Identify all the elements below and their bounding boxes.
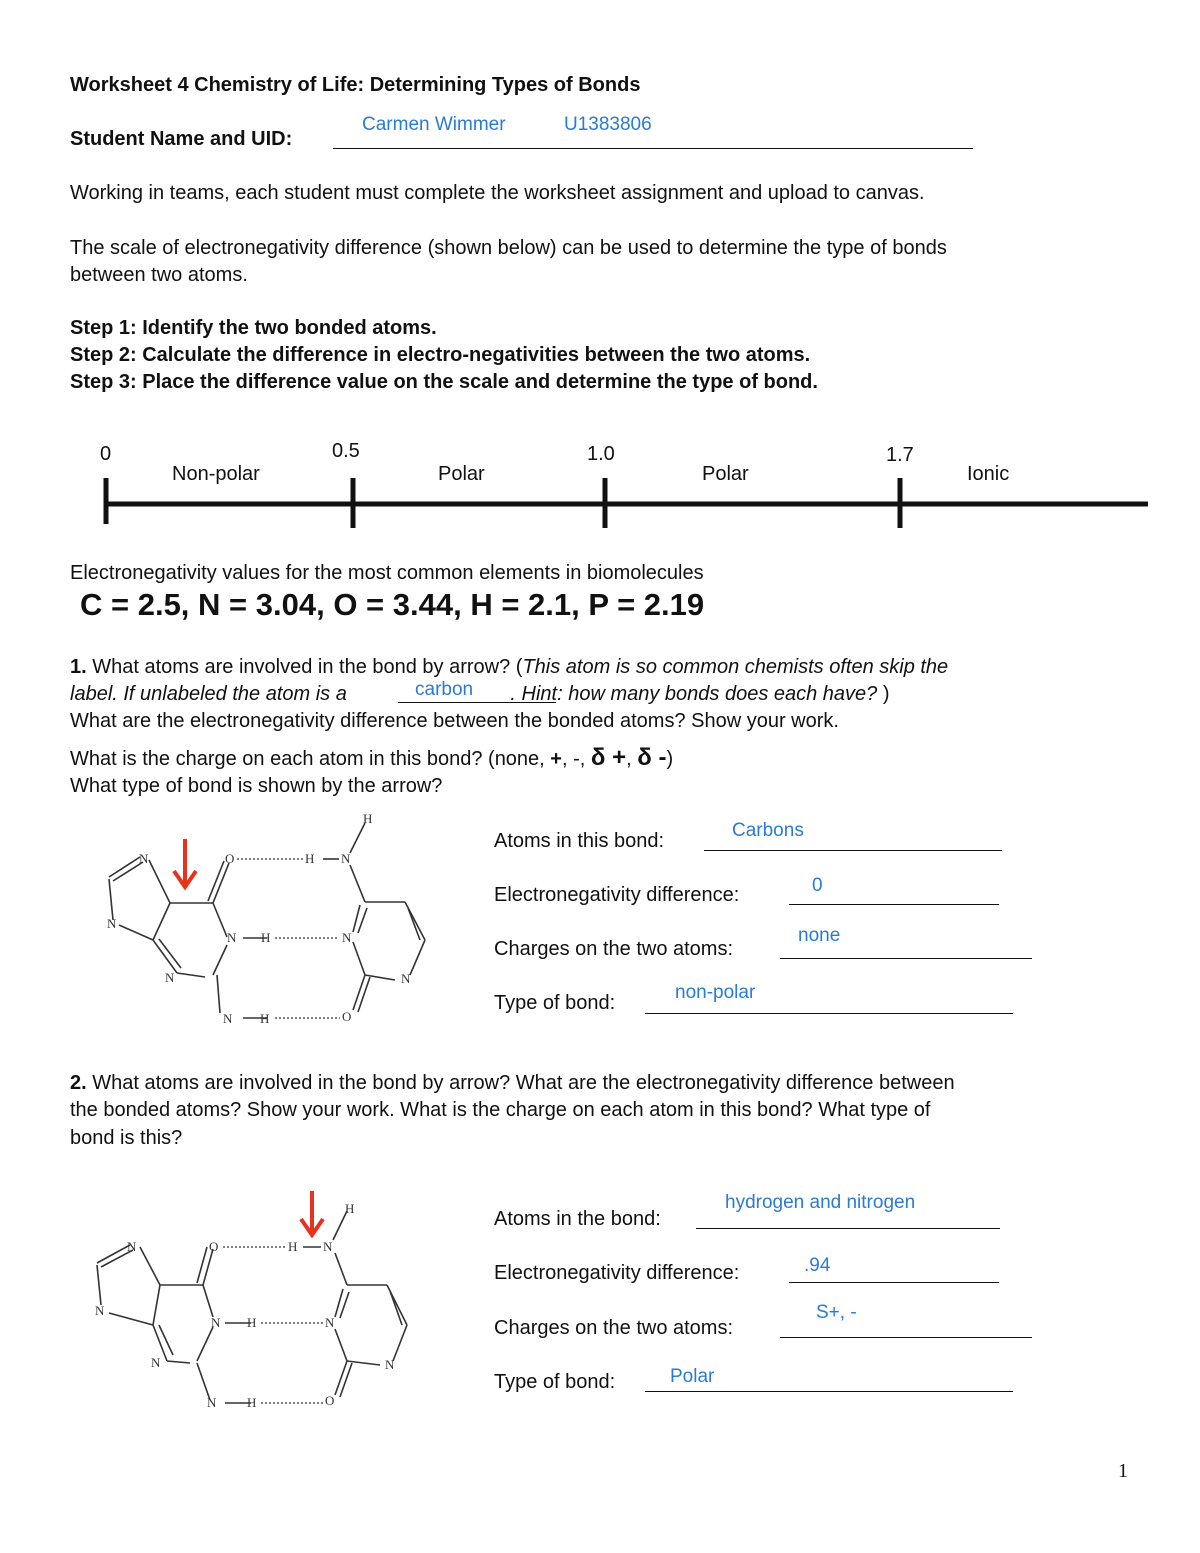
- q2-field-en-answer[interactable]: .94: [804, 1255, 831, 1276]
- en-values: C = 2.5, N = 3.04, O = 3.44, H = 2.1, P = 2.19: [80, 587, 705, 622]
- q2-line1: 2. What atoms are involved in the bond by arrow? What are the electronegativity difference between: [70, 1072, 955, 1094]
- q1-field-type-line: [645, 1013, 1013, 1014]
- q1-field-charges-line: [780, 958, 1032, 959]
- teams-instruction: Working in teams, each student must complete the worksheet assignment and upload to canvas.: [70, 182, 925, 204]
- q2-mol-atom: H: [247, 1395, 257, 1410]
- q2-field-charges-answer[interactable]: S+, -: [816, 1302, 857, 1323]
- region-polar-2: Polar: [702, 463, 749, 485]
- q1-field-atoms-answer[interactable]: Carbons: [732, 820, 804, 841]
- q2-mol-atom: H: [247, 1315, 257, 1330]
- region-polar-1: Polar: [438, 463, 485, 485]
- q2-mol-atom: H: [288, 1239, 298, 1254]
- q1-field-charges-answer[interactable]: none: [798, 925, 841, 946]
- q1-field-type-answer[interactable]: non-polar: [675, 982, 756, 1003]
- q1-bond-arrow: [174, 839, 196, 887]
- step-3: Step 3: Place the difference value on the scale and determine the type of bond.: [70, 371, 818, 393]
- q1-field-atoms-label: Atoms in this bond:: [494, 830, 665, 852]
- q1-line4: What is the charge on each atom in this bond? (none, +, -, δ +, δ -): [70, 744, 674, 771]
- q1-mol-atom: N: [107, 916, 117, 931]
- q2-field-atoms-answer[interactable]: hydrogen and nitrogen: [725, 1192, 916, 1213]
- q2-number: 2.: [70, 1072, 87, 1094]
- student-uid-answer[interactable]: U1383806: [564, 114, 652, 135]
- q1-line5: What type of bond is shown by the arrow?: [70, 775, 443, 797]
- q1-mol-atom: N: [223, 1011, 233, 1026]
- q1-mol-atom: N: [341, 851, 351, 866]
- q2-mol-atom: N: [95, 1303, 105, 1318]
- q2-mol-atom: H: [345, 1201, 355, 1216]
- q1-molecule-diagram: [95, 805, 445, 1030]
- q2-mol-atom: O: [209, 1239, 219, 1254]
- q2-field-en-line: [789, 1282, 999, 1283]
- q1-mol-atom: N: [227, 930, 237, 945]
- q2-field-atoms-label: Atoms in the bond:: [494, 1208, 661, 1230]
- q1-field-en-label: Electronegativity difference:: [494, 884, 740, 906]
- q1-mol-atom: N: [401, 971, 411, 986]
- q1-field-charges-label: Charges on the two atoms:: [494, 938, 734, 960]
- q1-number: 1.: [70, 656, 87, 678]
- q2-field-type-label: Type of bond:: [494, 1371, 616, 1393]
- q1-line3: What are the electronegativity difference between the bonded atoms? Show your work.: [70, 710, 839, 732]
- q2-mol-atom: N: [211, 1315, 221, 1330]
- q1-mol-atom: H: [260, 1011, 270, 1026]
- q2-line2: the bonded atoms? Show your work. What is the charge on each atom in this bond? What type of: [70, 1099, 931, 1121]
- q1-mol-atom: H: [305, 851, 315, 866]
- scale-label-1-0: 1.0: [587, 443, 615, 465]
- q2-field-en-label: Electronegativity difference:: [494, 1262, 740, 1284]
- q1-mol-atom: H: [261, 930, 271, 945]
- q2-field-charges-line: [780, 1337, 1032, 1338]
- q1-line2: label. If unlabeled the atom is a . Hint: how many bonds does each have? ): [70, 683, 890, 705]
- q1-line1: 1. What atoms are involved in the bond by arrow? (This atom is so common chemists often skip the: [70, 656, 949, 678]
- q2-line3: bond is this?: [70, 1127, 183, 1149]
- q1-mol-atom: H: [363, 811, 373, 826]
- q2-mol-atom: N: [325, 1315, 335, 1330]
- q2-field-atoms-line: [696, 1228, 1000, 1229]
- scale-label-0-5: 0.5: [332, 440, 360, 462]
- scale-label-0: 0: [100, 443, 112, 465]
- student-name-line: [333, 148, 973, 149]
- scale-intro-line2: between two atoms.: [70, 264, 248, 286]
- scale-label-1-7: 1.7: [886, 444, 914, 466]
- q2-mol-atom: N: [323, 1239, 333, 1254]
- q2-mol-atom: N: [151, 1355, 161, 1370]
- q2-bond-arrow: [301, 1191, 323, 1235]
- q1-mol-atom: N: [139, 851, 149, 866]
- q1-mol-atom: N: [165, 970, 175, 985]
- page-number: 1: [1118, 1460, 1128, 1482]
- step-2: Step 2: Calculate the difference in electro-negativities between the two atoms.: [70, 344, 811, 366]
- q2-molecule-diagram: [85, 1185, 435, 1410]
- q2-mol-atom: N: [207, 1395, 217, 1410]
- step-1: Step 1: Identify the two bonded atoms.: [70, 317, 437, 339]
- scale-intro-line1: The scale of electronegativity difference (shown below) can be used to determine the type of bonds: [70, 237, 947, 259]
- student-name-answer[interactable]: Carmen Wimmer: [362, 114, 506, 135]
- q1-field-type-label: Type of bond:: [494, 992, 616, 1014]
- q2-mol-atom: N: [127, 1239, 137, 1254]
- q1-field-en-line: [789, 904, 999, 905]
- q1-mol-atom: N: [342, 930, 352, 945]
- student-name-label: Student Name and UID:: [70, 128, 293, 150]
- region-nonpolar: Non-polar: [172, 463, 260, 485]
- q1-field-en-answer[interactable]: 0: [812, 875, 823, 896]
- en-heading: Electronegativity values for the most common elements in biomolecules: [70, 562, 704, 584]
- q1-mol-atom: O: [225, 851, 235, 866]
- q2-mol-atom: N: [385, 1357, 395, 1372]
- q1-blank-line: [398, 702, 556, 703]
- q1-field-atoms-line: [704, 850, 1002, 851]
- q2-field-type-line: [645, 1391, 1013, 1392]
- worksheet-title: Worksheet 4 Chemistry of Life: Determining Types of Bonds: [70, 74, 641, 96]
- region-ionic: Ionic: [967, 463, 1010, 485]
- q2-field-type-answer[interactable]: Polar: [670, 1366, 715, 1387]
- q2-field-charges-label: Charges on the two atoms:: [494, 1317, 734, 1339]
- q1-blank-answer[interactable]: carbon: [415, 679, 474, 700]
- q1-mol-atom: O: [342, 1009, 352, 1024]
- q2-mol-atom: O: [325, 1393, 335, 1408]
